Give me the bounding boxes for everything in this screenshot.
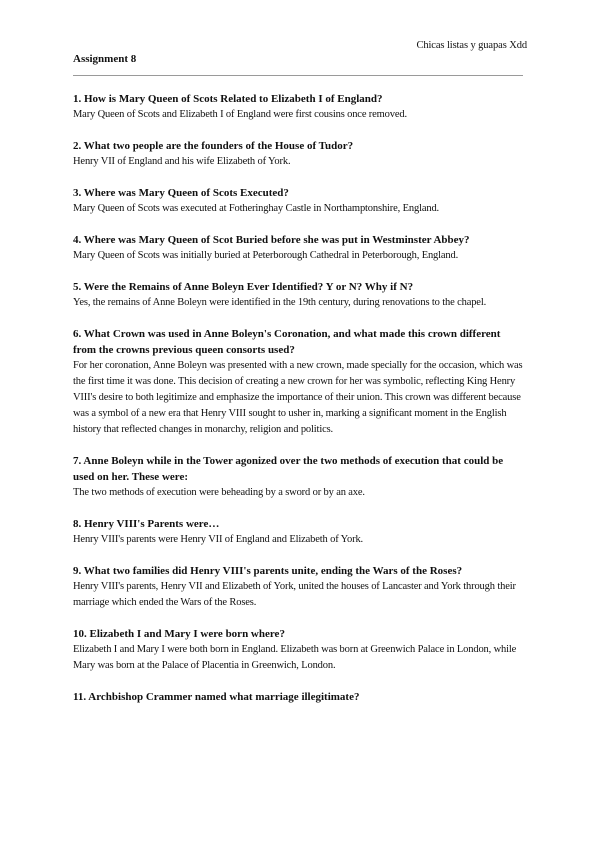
qa-item-2 — [73, 138, 523, 170]
qa-item-6 — [73, 326, 523, 438]
question-list — [73, 91, 523, 720]
question-8: 8. Henry VIII's Parents were… — [73, 518, 220, 530]
question-11: 11. Archbishop Crammer named what marriage illegitimate? — [73, 691, 360, 703]
question-7: 7. Anne Boleyn while in the Tower agonized over the two methods of execution that could be used on her. These were: — [73, 455, 504, 483]
qa-item-11 — [73, 689, 523, 705]
qa-item-8 — [73, 516, 523, 548]
question-1: 1. How is Mary Queen of Scots Related to Elizabeth I of England? — [73, 93, 383, 105]
question-10: 10. Elizabeth I and Mary I were born where? — [73, 628, 285, 640]
assignment-title: Assignment 8 — [73, 53, 137, 65]
answer-8: Henry VIII's parents were Henry VII of England and Elizabeth of York. — [73, 534, 364, 545]
answer-7: The two methods of execution were beheading by a sword or by an axe. — [73, 487, 365, 498]
qa-item-10 — [73, 626, 523, 674]
answer-5: Yes, the remains of Anne Boleyn were identified in the 19th century, during renovations to the chapel. — [73, 297, 487, 308]
question-4: 4. Where was Mary Queen of Scot Buried before she was put in Westminster Abbey? — [73, 234, 470, 246]
answer-1: Mary Queen of Scots and Elizabeth I of England were first cousins once removed. — [73, 109, 407, 120]
qa-item-9 — [73, 563, 523, 611]
qa-item-5 — [73, 279, 523, 311]
answer-2: Henry VII of England and his wife Elizabeth of York. — [73, 156, 291, 167]
answer-3: Mary Queen of Scots was executed at Fotheringhay Castle in Northamptonshire, England. — [73, 203, 440, 214]
qa-item-4 — [73, 232, 523, 264]
answer-9: Henry VIII's parents, Henry VII and Elizabeth of York, united the houses of Lancaster and York through their marriage which ended the Wars of the Roses. — [73, 581, 516, 608]
answer-4: Mary Queen of Scots was initially buried at Peterborough Cathedral in Peterborough, England. — [73, 250, 459, 261]
question-6: 6. What Crown was used in Anne Boleyn's Coronation, and what made this crown different from the crowns previous queen consorts used? — [73, 328, 501, 356]
question-3: 3. Where was Mary Queen of Scots Executed? — [73, 187, 289, 199]
answer-6: For her coronation, Anne Boleyn was presented with a new crown, made specially for the occasion, which was the first time it was done. This decision of creating a new crown for her was symbolic, reflecting King Henry VIII's desire to both legitimize and emphasize the importance of their union. This crown was different because was a symbol of a new era that Henry VIII sought to usher in, marking a significant moment in the English history that reflected changes in monarchy, religion and politics. — [73, 360, 523, 435]
qa-item-3 — [73, 185, 523, 217]
qa-item-7 — [73, 453, 523, 501]
qa-item-1 — [73, 91, 523, 123]
question-2: 2. What two people are the founders of the House of Tudor? — [73, 140, 354, 152]
author-header: Chicas listas y guapas Xdd — [416, 40, 527, 51]
question-5: 5. Were the Remains of Anne Boleyn Ever Identified? Y or N? Why if N? — [73, 281, 414, 293]
header-divider — [73, 75, 523, 76]
question-9: 9. What two families did Henry VIII's parents unite, ending the Wars of the Roses? — [73, 565, 463, 577]
answer-10: Elizabeth I and Mary I were both born in England. Elizabeth was born at Greenwich Palace in London, while Mary was born at the Palace of Placentia in Greenwich, London. — [73, 644, 517, 671]
